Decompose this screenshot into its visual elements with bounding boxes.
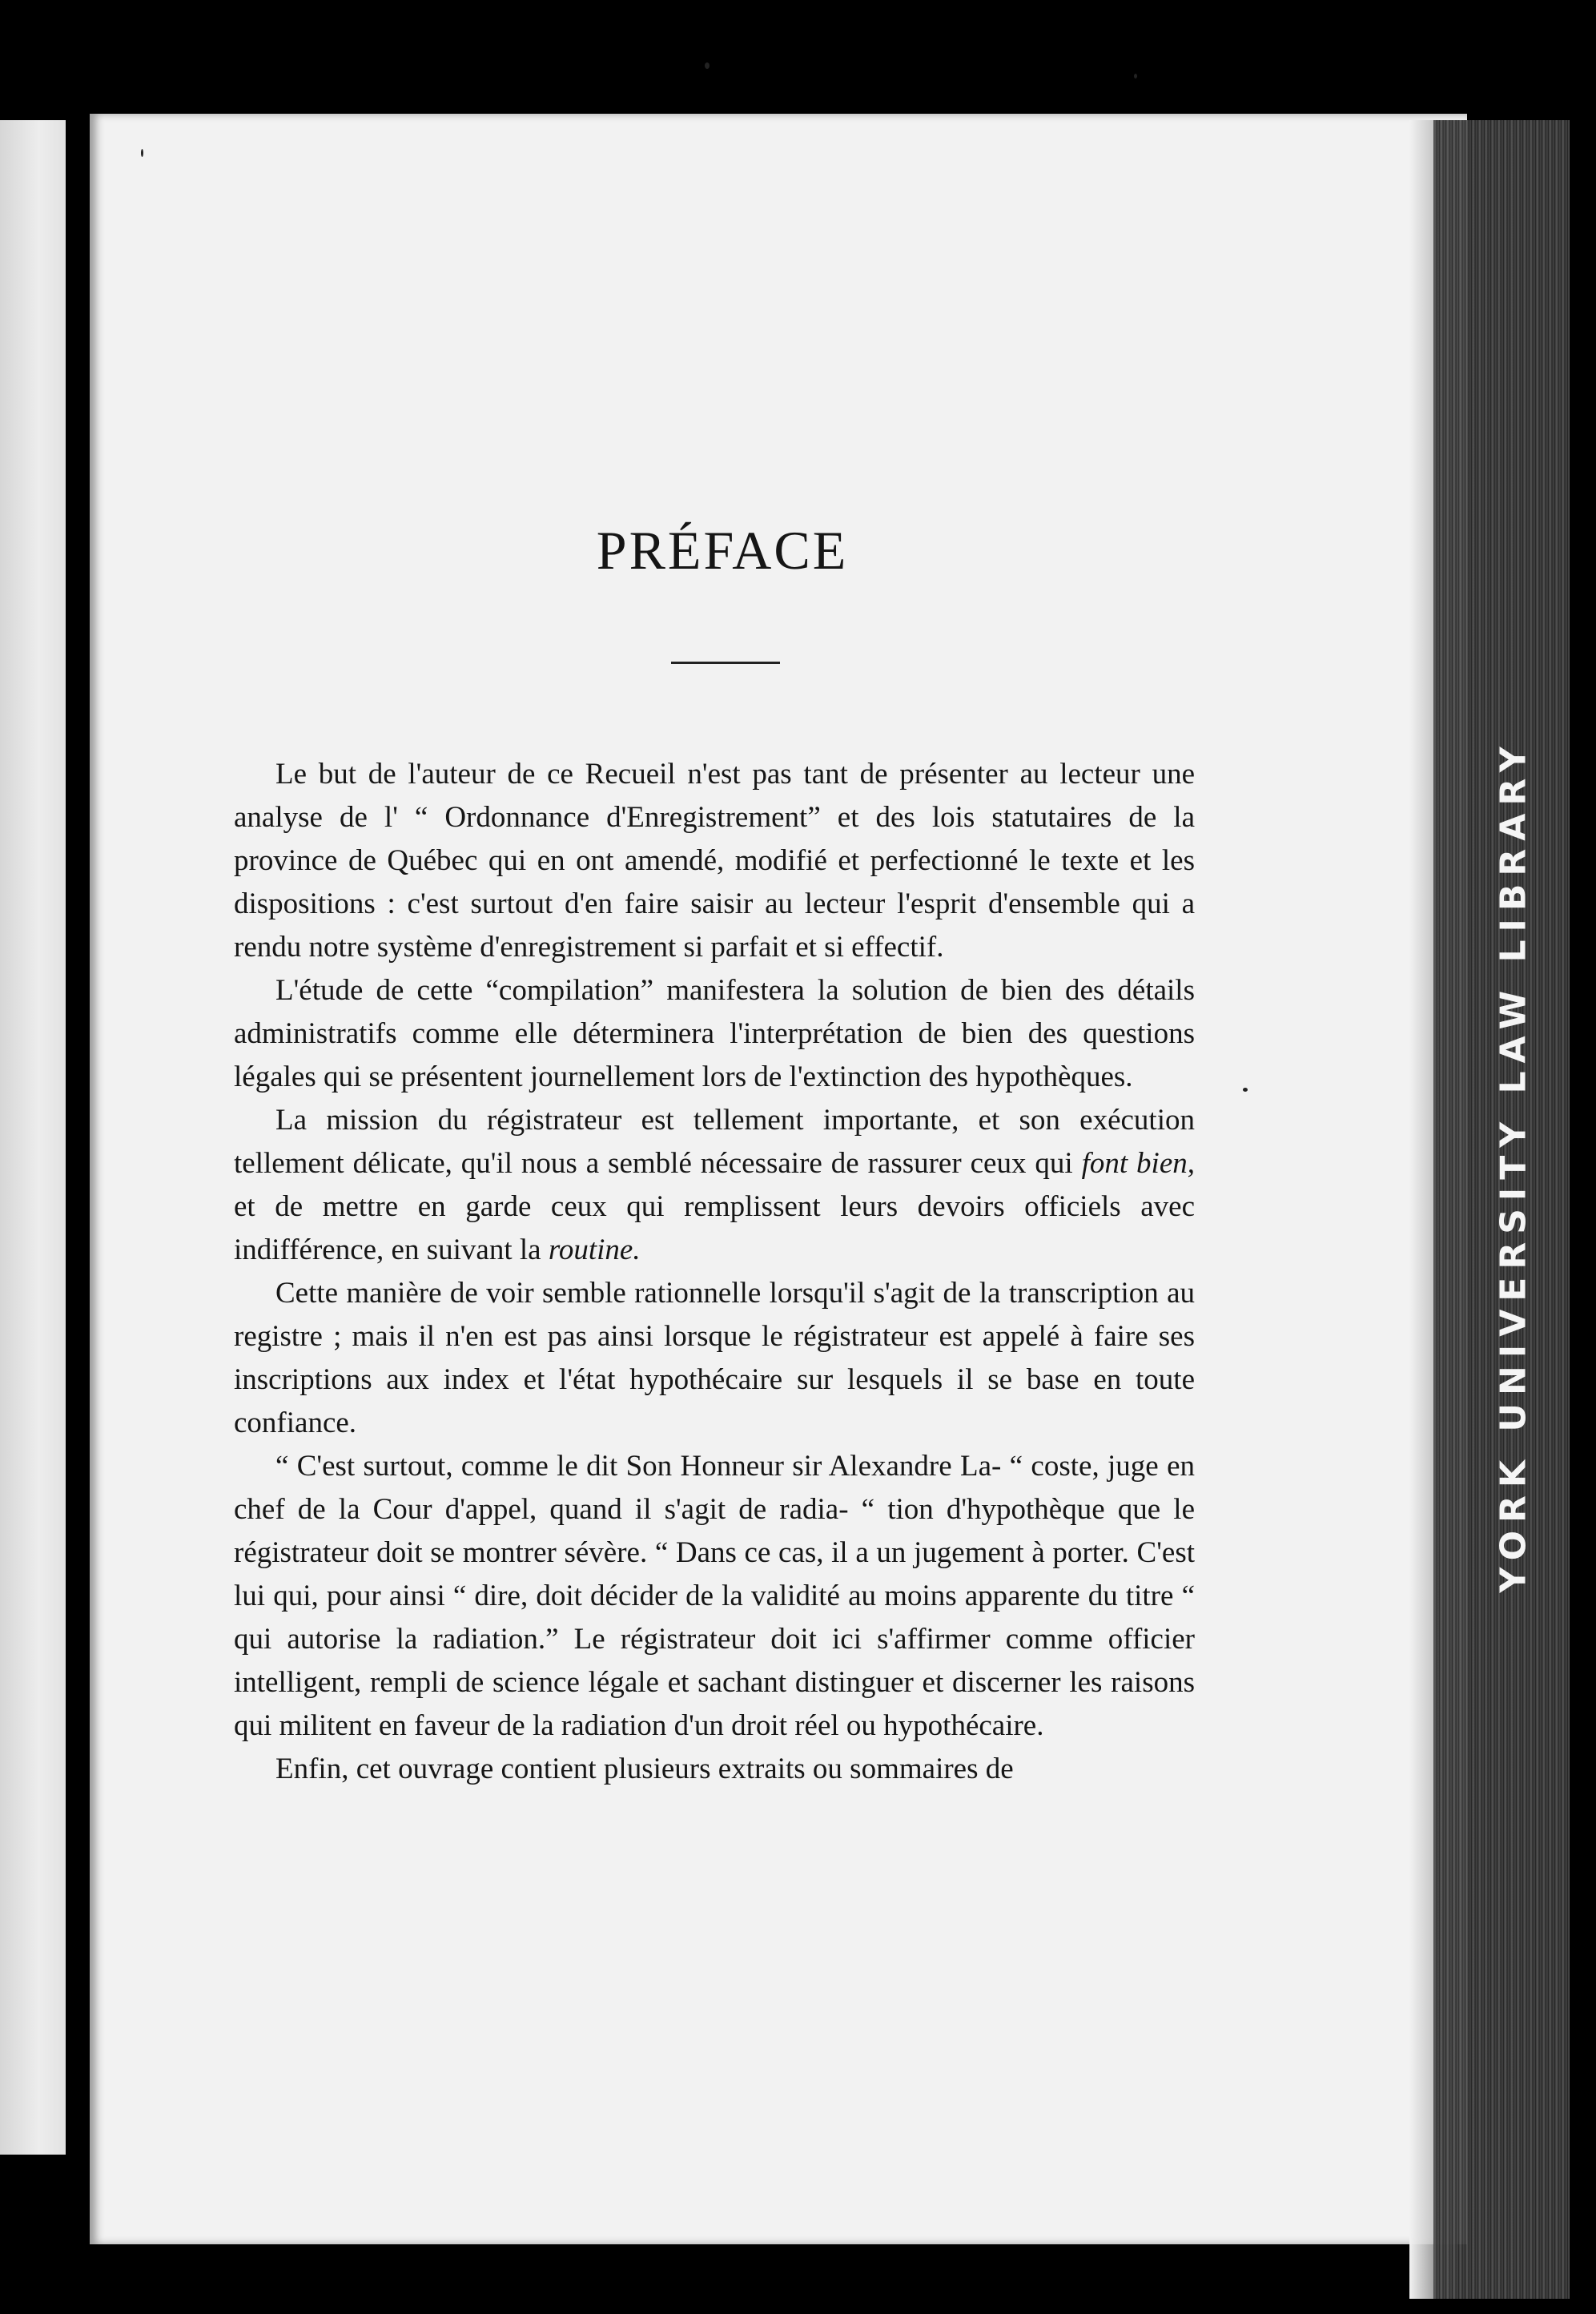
paragraph-3: [234, 1099, 1195, 1272]
paragraph-1: Le but de l'auteur de ce Recueil n'est pas tant de présenter au lecteur une analyse de l' “ Ordonnance d'Enregistrement” et des lois statutaires de la province de Québec qui en ont amendé, modifié et perfectionné le texte et les dispositions : c'est surtout d'en faire saisir au lecteur l'esprit d'ensemble qui a rendu notre système d'enregistrement si parfait et si effectif.: [234, 758, 1195, 964]
paragraph-3-italic-routine: routine.: [548, 1233, 641, 1266]
paragraph-3-text-a: La mission du régistrateur est tellement importante, et son exécution tellement délicate, qu'il nous a semblé nécessaire de rassurer ceux qui: [234, 1104, 1195, 1180]
ink-speck: [1134, 74, 1137, 78]
ink-speck: [705, 62, 710, 69]
ink-speck: [1243, 1088, 1248, 1092]
paragraph-6: Enfin, cet ouvrage contient plusieurs extraits ou sommaires de: [275, 1753, 1014, 1785]
paragraph-2: L'étude de cette “compilation” manifestera la solution de bien des détails administratifs comme elle déterminera l'interprétation de bien des questions légales qui se présentent journellement lors de l'extinction des hypothèques.: [234, 974, 1195, 1093]
paragraph-3-text-b: et de mettre en garde ceux qui remplissent leurs devoirs officiels avec indifférence, en suivant la: [234, 1190, 1195, 1266]
library-stamp: YORK UNIVERSITY LAW LIBRARY: [1493, 738, 1534, 1593]
title-rule: [671, 662, 780, 664]
paragraph-3-italic-font-bien: font bien,: [1081, 1147, 1195, 1180]
paragraph-4: Cette manière de voir semble rationnelle lorsqu'il s'agit de la transcription au registre ; mais il n'en est pas ainsi lorsque le régistrateur est appelé à faire ses inscriptions aux index et l'état hypothécaire sur lesquels il se base en toute confiance.: [234, 1277, 1195, 1439]
preface-body: [234, 753, 1195, 1791]
ink-speck: [141, 149, 143, 157]
adjacent-page-edge: [0, 120, 66, 2155]
page-title: PRÉFACE: [596, 520, 849, 581]
paragraph-5: “ C'est surtout, comme le dit Son Honneur sir Alexandre La- “ coste, juge en chef de la Cour d'appel, quand il s'agit de radia- “ tion d'hypothèque que le régistrateur doit se montrer sévère. “ Dans ce cas, il a un jugement à porter. C'est lui qui, pour ainsi “ dire, doit décider de la validité au moins apparente du titre “ qui autorise la radiation.” Le régistrateur doit ici s'affirmer comme officier intelligent, rempli de science légale et sachant distinguer et discerner les raisons qui militent en faveur de la radiation d'un droit réel ou hypothécaire.: [234, 1450, 1195, 1742]
